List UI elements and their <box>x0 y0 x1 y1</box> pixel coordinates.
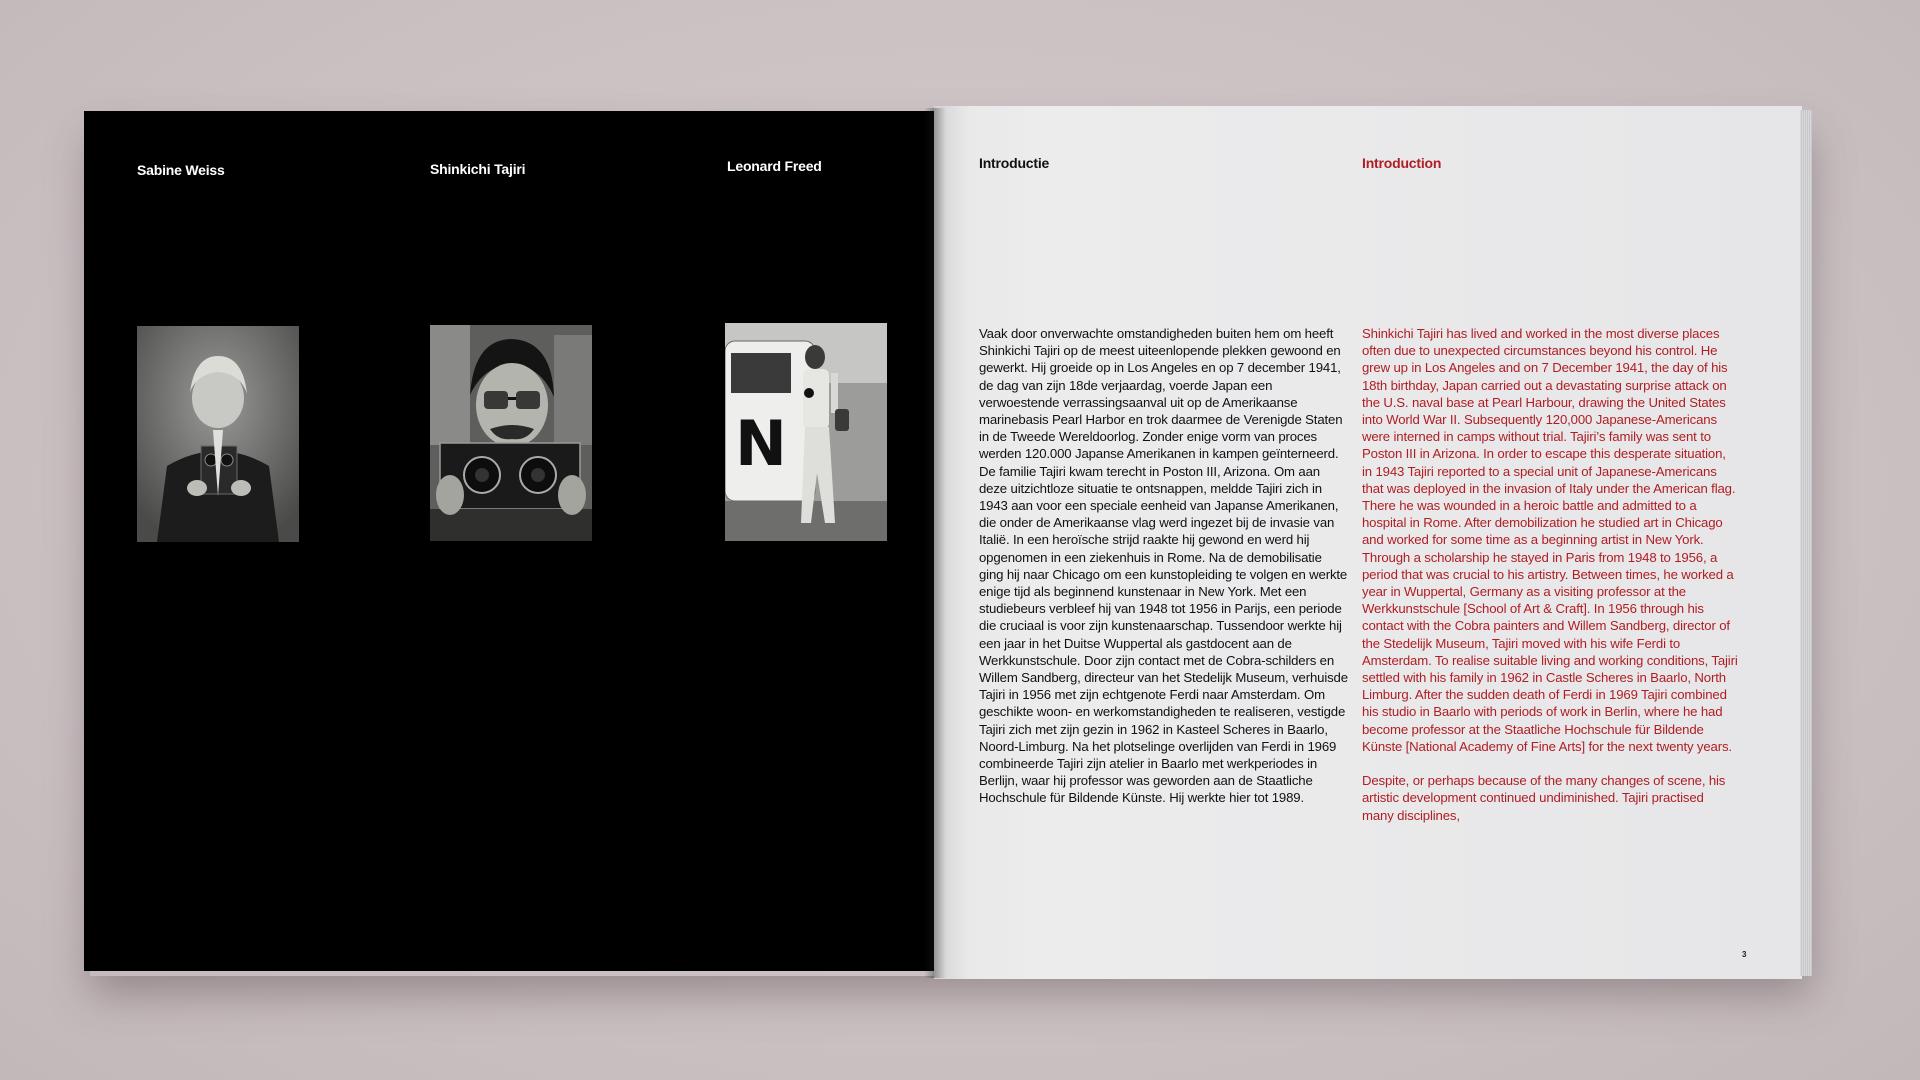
left-page <box>84 111 934 971</box>
page-number: 3 <box>1742 950 1747 959</box>
photographer-name-sabine-weiss: Sabine Weiss <box>137 162 225 178</box>
dutch-body-text <box>979 325 1349 824</box>
portrait-image <box>725 323 887 541</box>
english-paragraph-1: Shinkichi Tajiri has lived and worked in the most diverse places often due to unexpected circumstances beyond his control. He grew up in Los Angeles and on 7 December 1941, the day of his 18th birthday, Japan carried out a devastating surprise attack on the U.S. naval base at Pearl Harbour, drawing the United States into World War II. Subsequently 120,000 Japanese-Americans were interned in camps without trial. Tajiri’s family was sent to Poston III in Arizona. In order to escape this desperate situation, in 1943 Tajiri reported to a special unit of Japanese-Americans that was deployed in the invasion of Italy under the American flag. There he was wounded in a heroic battle and admitted to a hospital in Rome. After demobilization he studied art in Chicago and worked for some time as a beginning artist in New York. Through a scholarship he stayed in Paris from 1948 to 1956, a period that was crucial to his artistry. Between times, he worked a year in Wuppertal, Germany as a visiting professor at the Werkkunstschule [School of Art & Craft]. In 1956 through his contact with the Cobra painters and Willem Sandberg, director of the Stedelijk Museum, Tajiri moved with his wife Ferdi to Amsterdam. To realise suitable living and working conditions, Tajiri settled with his family in 1962 in Castle Scheres in Baarlo, North Limburg. After the sudden death of Ferdi in 1969 Tajiri combined his studio in Baarlo with periods of work in Berlin, where he had become professor at the Staatliche Hochschule für Bildende Künste [National Academy of Fine Arts] for the next twenty years. <box>1362 326 1738 754</box>
page-stack-edge <box>1800 110 1812 976</box>
portrait-image <box>137 326 299 542</box>
dutch-paragraph: Vaak door onverwachte omstandigheden buiten hem om heeft Shinkichi Tajiri op de meest uiteenlopende plekken gewoond en gewerkt. Hij groeide op in Los Angeles en op 7 december 1941, de dag van zijn 18de verjaardag, voerde Japan een verwoestende verrassingsaanval uit op de Amerikaanse marinebasis Pearl Harbor en trok daarmee de Verenigde Staten in de Tweede Wereldoorlog. Zonder enige vorm van proces werden 120.000 Japanse Amerikanen in kampen geïnterneerd. De familie Tajiri kwam terecht in Poston III, Arizona. Om aan deze uitzichtloze situatie te ontsnappen, meldde Tajiri zich in 1943 aan voor een speciale eenheid van Japanse Amerikanen, die onder de Amerikaanse vlag werd ingezet bij de invasie van Italië. In een heroïsche strijd raakte hij gewond en werd hij opgenomen in een ziekenhuis in Rome. Na de demobilisatie ging hij naar Chicago om een kunstopleiding te volgen en werkte enige tijd als beginnend kunstenaar in New York. Met een studiebeurs verbleef hij van 1948 tot 1956 in Parijs, een periode die cruciaal is voor zijn kunstenaarschap. Tussendoor werkte hij een jaar in het Duitse Wuppertal als gastdocent aan de Werkkunstschule. Door zijn contact met de Cobra-schilders en Willem Sandberg, directeur van het Stedelijk Museum, verhuisde Tajiri in 1956 met zijn echtgenote Ferdi naar Amsterdam. Om geschikte woon- en werkomstandigheden te realiseren, vestigde Tajiri zich met zijn gezin in 1962 in Kasteel Scheres in Baarlo, Noord-Limburg. Na het plotselinge overlijden van Ferdi in 1969 combineerde Tajiri zijn atelier in Baarlo met werkperiodes in Berlijn, waar hij professor was geworden aan de Staatliche Hochschule für Bildende Künste. Hij werkte hier tot 1989. <box>979 326 1348 806</box>
book-gutter <box>924 108 946 978</box>
photographer-name-leonard-freed: Leonard Freed <box>727 158 822 174</box>
english-body-text <box>1362 325 1738 841</box>
photographer-name-shinkichi-tajiri: Shinkichi Tajiri <box>430 161 526 177</box>
vehicle-lettering: N <box>735 407 787 480</box>
right-page <box>934 106 1802 979</box>
portrait-photo-shinkichi-tajiri <box>430 325 592 541</box>
english-paragraph-2: Despite, or perhaps because of the many changes of scene, his artistic development continued undiminished. Tajiri practised many disciplines, <box>1362 773 1726 823</box>
portrait-image <box>430 325 592 541</box>
english-heading: Introduction <box>1362 155 1442 171</box>
portrait-photo-leonard-freed <box>725 323 887 541</box>
portrait-photo-sabine-weiss <box>137 326 299 542</box>
dutch-heading: Introductie <box>979 155 1050 171</box>
